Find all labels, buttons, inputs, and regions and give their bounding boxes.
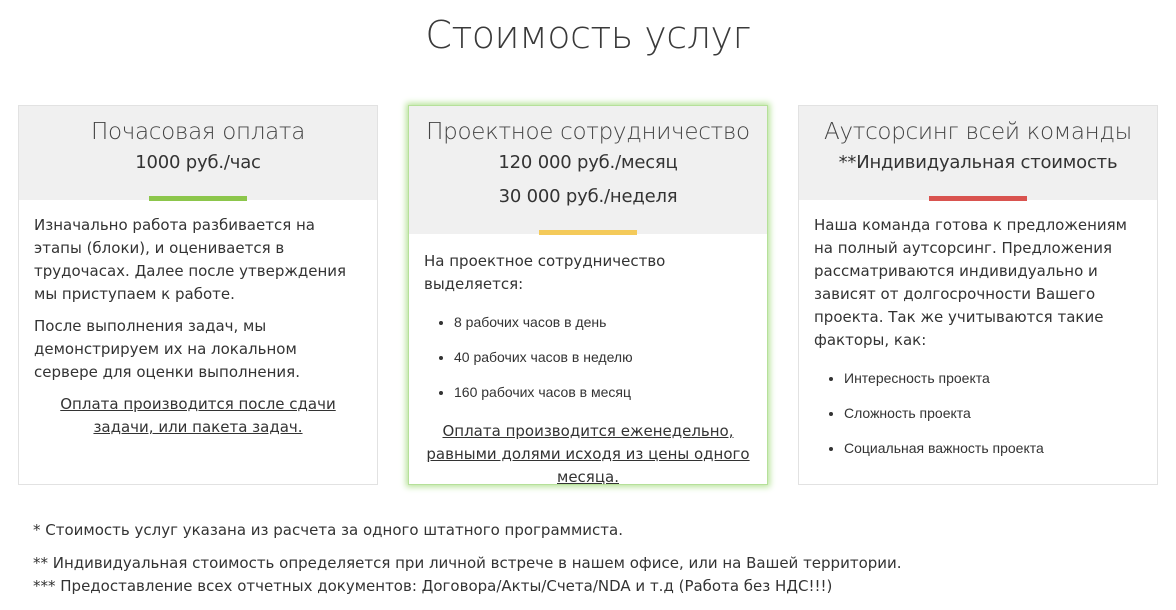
card-price: **Индивидуальная стоимость <box>838 152 1118 173</box>
footnote: *** Предоставление всех отчетных документов: Договора/Акты/Счета/NDA и т.д (Работа без НДС!!!) <box>33 577 833 595</box>
list-item: • 8 рабочих часов в день <box>454 305 752 340</box>
card-title: Проектное сотрудничество <box>426 119 750 145</box>
card-paragraph: После выполнения задач, мы демонстрируем их на локальном сервере для оценки выполнения. <box>34 317 300 381</box>
accent-bar <box>539 230 637 235</box>
card-body <box>409 234 767 489</box>
card-title: Почасовая оплата <box>90 119 306 145</box>
list-item: • 160 рабочих часов в месяц <box>454 375 752 410</box>
page-title: Стоимость услуг <box>425 13 751 57</box>
list-item: • 40 рабочих часов в неделю <box>454 340 752 375</box>
accent-bar <box>149 196 247 201</box>
payment-note: Оплата производится после сдачи задачи, или пакета задач. <box>60 395 336 436</box>
footnote: * Стоимость услуг указана из расчета за одного штатного программиста. <box>33 521 623 539</box>
list-item: • Сложность проекта <box>844 396 1142 431</box>
card-header <box>799 106 1157 200</box>
factor-list <box>814 361 1142 466</box>
card-body <box>19 200 377 439</box>
card-price-monthly: 120 000 руб./месяц <box>498 152 678 173</box>
card-intro: На проектное сотрудничество выделяется: <box>424 252 666 293</box>
card-header <box>409 106 767 234</box>
card-intro: Наша команда готова к предложениям на полный аутсорсинг. Предложения рассматриваются индивидуально и зависят от долгосрочности Вашего проекта. Так же учитываются такие факторы, как: <box>814 216 1127 349</box>
card-price: 1000 руб./час <box>135 152 261 173</box>
feature-list <box>424 305 752 410</box>
footnote: ** Индивидуальная стоимость определяется при личной встрече в нашем офисе, или на Вашей территории. <box>33 554 902 572</box>
card-body <box>799 200 1157 466</box>
accent-bar <box>929 196 1027 201</box>
pricing-card-hourly <box>18 105 378 485</box>
footnotes <box>33 519 902 598</box>
list-item: • Интересность проекта <box>844 361 1142 396</box>
pricing-card-outsourcing <box>798 105 1158 485</box>
list-item: • Социальная важность проекта <box>844 431 1142 466</box>
card-price-weekly: 30 000 руб./неделя <box>498 186 678 207</box>
card-header <box>19 106 377 200</box>
card-paragraph: Изначально работа разбивается на этапы (блоки), и оценивается в трудочасах. Далее после утверждения мы приступаем к работе. <box>34 216 347 303</box>
card-title: Аутсорсинг всей команды <box>824 119 1132 145</box>
pricing-card-project <box>408 105 768 485</box>
payment-note: Оплата производится еженедельно, равными долями исходя из цены одного месяца. <box>426 422 750 486</box>
